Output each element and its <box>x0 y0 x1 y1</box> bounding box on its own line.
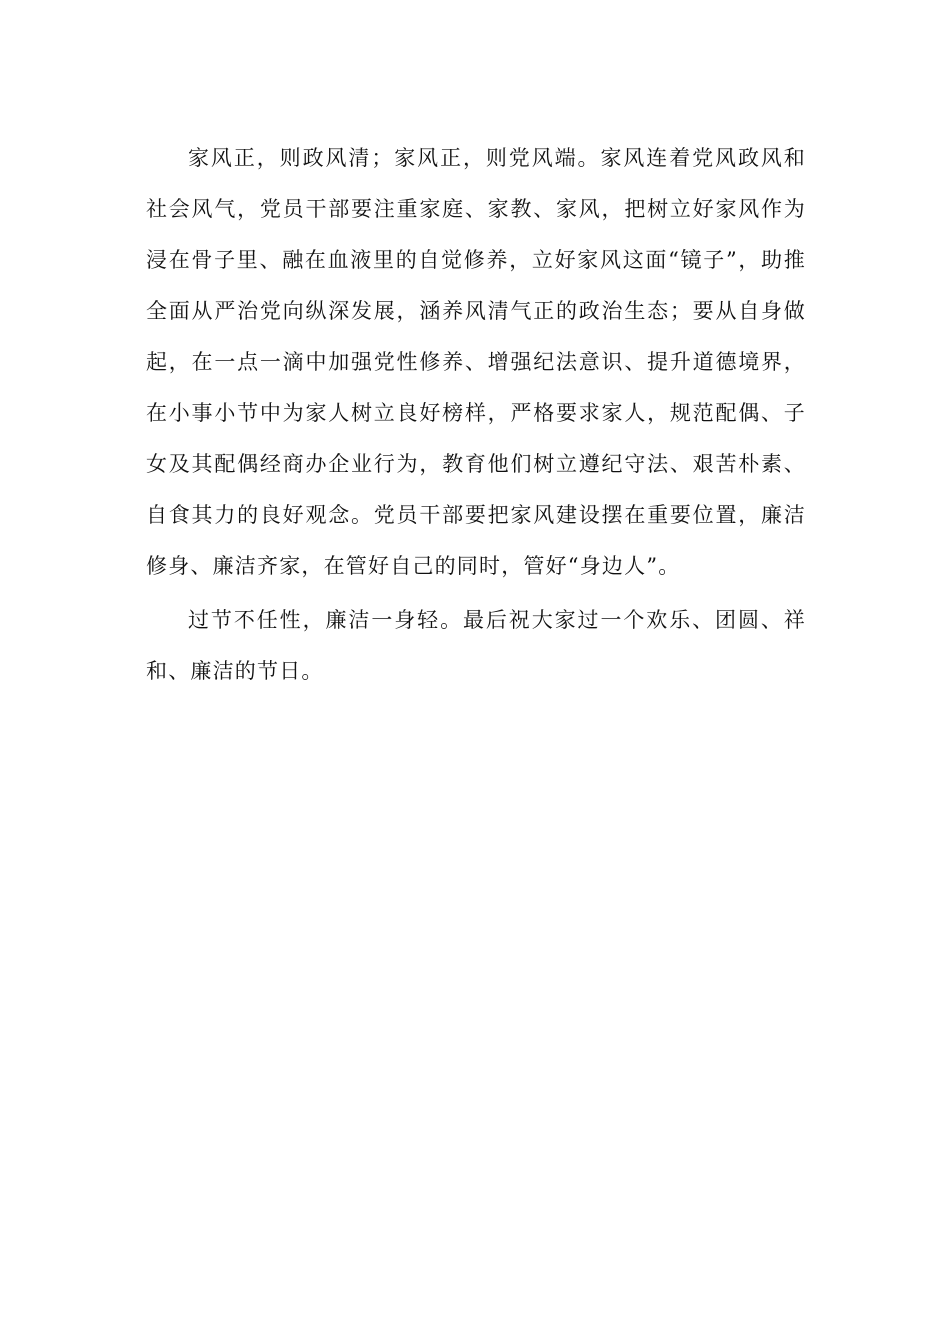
paragraph-family-style: 家风正，则政风清；家风正，则党风端。家风连着党风政风和社会风气，党员干部要注重家庭、家教、家风，把树立好家风作为浸在骨子里、融在血液里的自觉修养，立好家风这面“镜子”，助推全面从严治党向纵深发展，涵养风清气正的政治生态；要从自身做起，在一点一滴中加强党性修养、增强纪法意识、提升道德境界，在小事小节中为家人树立良好榜样，严格要求家人，规范配偶、子女及其配偶经商办企业行为，教育他们树立遵纪守法、艰苦朴素、自食其力的良好观念。党员干部要把家风建设摆在重要位置，廉洁修身、廉洁齐家，在管好自己的同时，管好“身边人”。 <box>146 146 806 578</box>
document-body <box>146 133 806 697</box>
paragraph-festival-wishes: 过节不任性，廉洁一身轻。最后祝大家过一个欢乐、团圆、祥和、廉洁的节日。 <box>146 608 806 683</box>
